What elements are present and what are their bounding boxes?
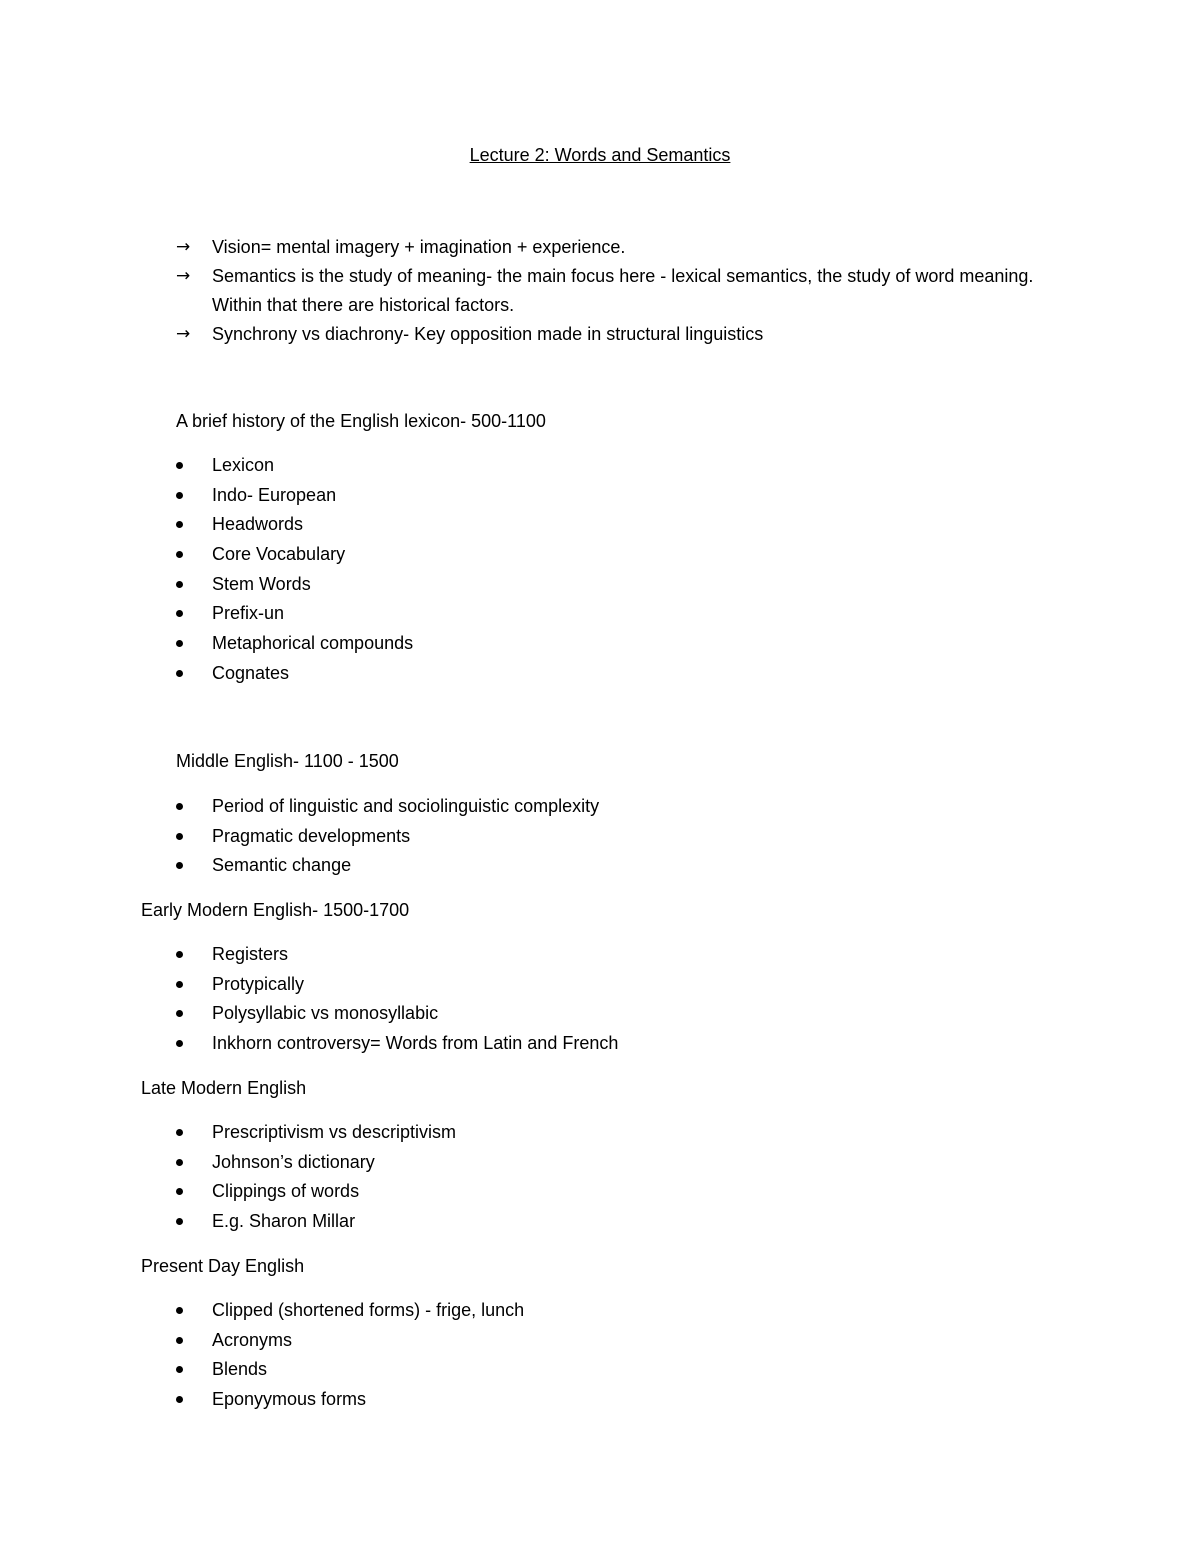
- list-item-text: Blends: [212, 1359, 268, 1380]
- list-item: [176, 794, 599, 824]
- section-heading-present-day-english: Present Day English: [141, 1256, 305, 1276]
- bullet-icon: [176, 492, 183, 499]
- bullet-icon: [176, 640, 183, 647]
- list-item-text: Acronyms: [212, 1329, 293, 1350]
- list-item: [176, 1179, 456, 1209]
- list-item: [176, 1150, 456, 1180]
- list-item-text: Clippings of words: [212, 1181, 360, 1202]
- list-item-text: Inkhorn controversy= Words from Latin and French: [212, 1033, 619, 1054]
- list-item: [176, 661, 413, 691]
- list-item-text: Johnson’s dictionary: [212, 1151, 375, 1172]
- intro-point-text: Semantics is the study of meaning- the main focus here - lexical semantics, the study of word meaning. Within that there are historical factors.: [212, 266, 1034, 315]
- list-item-text: Stem Words: [212, 573, 311, 594]
- bullet-icon: [176, 951, 183, 958]
- bullet-icon: [176, 1396, 183, 1403]
- list-item: [176, 853, 599, 883]
- list-item-text: Pragmatic developments: [212, 825, 411, 846]
- section-heading-late-modern-english: Late Modern English: [141, 1078, 307, 1098]
- bullet-icon: [176, 833, 183, 840]
- list-item: [176, 453, 413, 483]
- list-item-text: Registers: [212, 944, 289, 964]
- list-item: [176, 972, 618, 1002]
- list-item-text: Headwords: [212, 514, 304, 535]
- bullet-icon: [176, 1218, 183, 1225]
- bullet-icon: [176, 1366, 183, 1373]
- list-item-text: Semantic change: [212, 855, 352, 876]
- right-arrow-icon: →: [176, 324, 191, 344]
- list-item-text: Prescriptivism vs descriptivism: [212, 1122, 457, 1142]
- intro-points-list: [176, 233, 1036, 349]
- list-item: [176, 1209, 456, 1239]
- bullet-icon: [176, 551, 183, 558]
- section-heading-middle-english: Middle English- 1100 - 1500: [176, 751, 399, 771]
- section-heading-early-modern-english: Early Modern English- 1500-1700: [141, 900, 410, 920]
- list-item: [176, 512, 413, 542]
- section-list-late-modern-english: [176, 1120, 456, 1239]
- bullet-icon: [176, 1159, 183, 1166]
- section-list-middle-english: [176, 794, 599, 883]
- list-item-text: Metaphorical compounds: [212, 633, 414, 654]
- section-heading-old-english: A brief history of the English lexicon- 500-1100: [176, 411, 546, 431]
- bullet-icon: [176, 1040, 183, 1047]
- section-list-present-day-english: [176, 1298, 524, 1417]
- bullet-icon: [176, 862, 183, 869]
- list-item-text: Lexicon: [212, 455, 275, 475]
- list-item: [176, 942, 618, 972]
- intro-point: [176, 320, 1036, 349]
- list-item: [176, 542, 413, 572]
- list-item-text: Clipped (shortened forms) - frige, lunch: [212, 1300, 525, 1320]
- bullet-icon: [176, 462, 183, 469]
- bullet-icon: [176, 1129, 183, 1136]
- bullet-icon: [176, 1337, 183, 1344]
- section-list-old-english: [176, 453, 413, 691]
- list-item-text: E.g. Sharon Millar: [212, 1211, 356, 1232]
- bullet-icon: [176, 803, 183, 810]
- list-item: [176, 483, 413, 513]
- list-item: [176, 1357, 524, 1387]
- right-arrow-icon: →: [176, 266, 191, 286]
- bullet-icon: [176, 610, 183, 617]
- list-item: [176, 631, 413, 661]
- list-item: [176, 1001, 618, 1031]
- list-item: [176, 601, 413, 631]
- intro-point: [176, 262, 1036, 320]
- list-item-text: Prefix-un: [212, 603, 285, 624]
- section-list-early-modern-english: [176, 942, 618, 1061]
- bullet-icon: [176, 521, 183, 528]
- list-item-text: Indo- European: [212, 484, 337, 505]
- intro-point-text: Synchrony vs diachrony- Key opposition made in structural linguistics: [212, 324, 764, 344]
- bullet-icon: [176, 1188, 183, 1195]
- list-item: [176, 824, 599, 854]
- list-item: [176, 1298, 524, 1328]
- list-item-text: Eponyymous forms: [212, 1389, 367, 1410]
- right-arrow-icon: →: [176, 237, 191, 257]
- bullet-icon: [176, 1010, 183, 1017]
- bullet-icon: [176, 981, 183, 988]
- list-item-text: Period of linguistic and sociolinguistic complexity: [212, 796, 600, 816]
- list-item-text: Polysyllabic vs monosyllabic: [212, 1003, 439, 1024]
- list-item-text: Cognates: [212, 662, 290, 683]
- bullet-icon: [176, 1307, 183, 1314]
- intro-point-text: Vision= mental imagery + imagination + experience.: [212, 237, 626, 257]
- list-item: [176, 1120, 456, 1150]
- list-item-text: Protypically: [212, 973, 305, 994]
- bullet-icon: [176, 581, 183, 588]
- list-item: [176, 1328, 524, 1358]
- list-item-text: Core Vocabulary: [212, 544, 346, 565]
- list-item: [176, 572, 413, 602]
- list-item: [176, 1387, 524, 1417]
- intro-point: [176, 233, 1036, 262]
- page-title: Lecture 2: Words and Semantics: [469, 145, 731, 165]
- list-item: [176, 1031, 618, 1061]
- bullet-icon: [176, 670, 183, 677]
